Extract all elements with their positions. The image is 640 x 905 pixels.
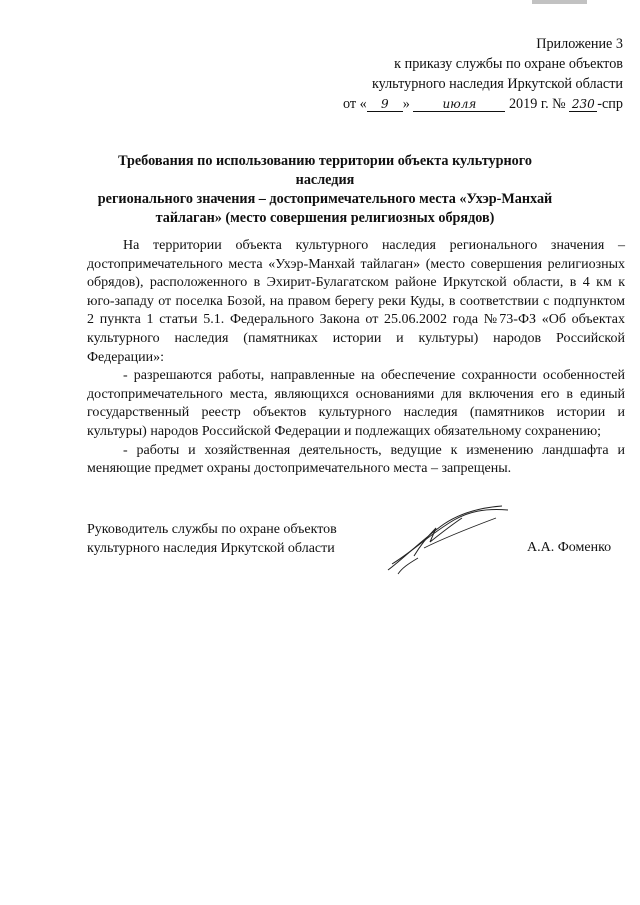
handwritten-signature bbox=[384, 498, 514, 578]
signatory-position-line-2: культурного наследия Иркутской области bbox=[87, 541, 335, 556]
signatory-position bbox=[87, 520, 337, 558]
date-prefix: от « bbox=[343, 96, 367, 112]
document-title bbox=[90, 152, 560, 228]
date-mid: » bbox=[402, 96, 410, 112]
date-month: июля bbox=[442, 97, 477, 111]
date-month-field bbox=[413, 97, 505, 112]
signatory-position-line-1: Руководитель службы по охране объектов bbox=[87, 522, 337, 537]
appendix-header bbox=[343, 34, 623, 114]
order-suffix: -спр bbox=[597, 96, 623, 112]
scan-artifact bbox=[532, 0, 587, 4]
date-year: 2019 г. № bbox=[508, 96, 566, 112]
signatory-name: А.А. Фоменко bbox=[527, 540, 612, 555]
date-day: 9 bbox=[380, 97, 389, 111]
body-paragraph-intro: На территории объекта культурного наследия регионального значения – достопримечательного места «Ухэр-Манхай тайлаган» (место совершения религиозных обрядов), расположенного в Эхирит-Булагатском районе Иркутской области, в 4 км к юго-западу от поселка Бозой, на правом берегу реки Куды, в соответствии с подпунктом 2 пункта 1 статьи 5.1. Федерального Закона от 25.06.2002 года №73-ФЗ «Об объектах культурного наследия (памятниках истории и культуры) народов Российской Федерации»: bbox=[87, 238, 625, 365]
order-number-field bbox=[569, 97, 597, 112]
appendix-number: Приложение 3 bbox=[536, 36, 623, 52]
title-line-3: тайлаган» (место совершения религиозных обрядов) bbox=[155, 210, 495, 226]
appendix-order-ref: к приказу службы по охране объектов bbox=[394, 56, 623, 72]
date-day-field bbox=[367, 97, 403, 112]
appendix-agency: культурного наследия Иркутской области bbox=[371, 76, 623, 92]
title-line-2: регионального значения – достопримечательного места «Ухэр-Манхай bbox=[97, 191, 553, 207]
body-paragraph-allowed: - разрешаются работы, направленные на обеспечение сохранности особенностей достопримечательного места, являющихся основаниями для включения его в единый государственный реестр объектов культурного наследия (памятников истории и культуры) народов Российской Федерации и подлежащих обязательному сохранению; bbox=[87, 368, 625, 439]
document-body bbox=[87, 237, 625, 479]
title-line-1: Требования по использованию территории объекта культурного наследия bbox=[118, 153, 532, 188]
body-paragraph-prohibited: - работы и хозяйственная деятельность, ведущие к изменению ландшафта и меняющие предмет охраны достопримечательного места – запрещены. bbox=[87, 442, 625, 477]
appendix-date-line bbox=[343, 94, 623, 114]
order-number: 230 bbox=[571, 97, 595, 111]
